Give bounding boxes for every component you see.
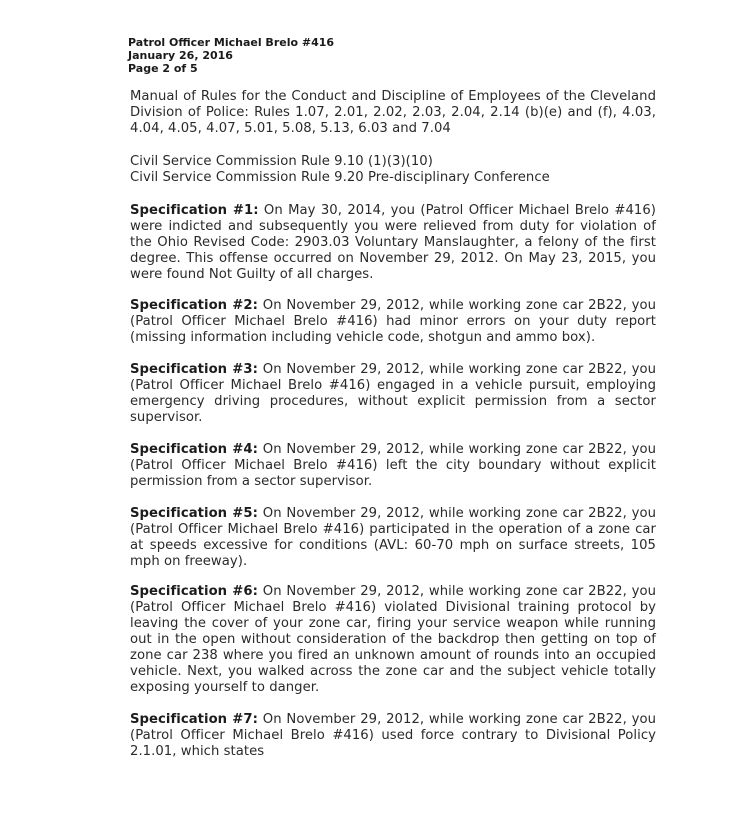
specification-label: Specification #4:: [130, 442, 258, 457]
specification-7: [130, 712, 656, 760]
specification-5: [130, 506, 656, 570]
specification-4: [130, 442, 656, 490]
specification-label: Specification #6:: [130, 584, 258, 599]
civil-service-rule-9-10: Civil Service Commission Rule 9.10 (1)(3)(10): [130, 154, 433, 169]
specification-2: [130, 298, 656, 346]
civil-service-rules: [130, 154, 656, 186]
specification-3: [130, 362, 656, 426]
rules-manual-paragraph: Manual of Rules for the Conduct and Discipline of Employees of the Cleveland Division of Police: Rules 1.07, 2.01, 2.02, 2.03, 2.04, 2.14 (b)(e) and (f), 4.03, 4.04, 4.05, 4.07, 5.01, 5.08, 5.13, 6.03 and 7.04: [130, 89, 656, 136]
specification-text: On November 29, 2012, while working zone car 2B22, you (Patrol Officer Michael Brelo #416) had minor errors on your duty report (missing information including vehicle code, shotgun and ammo box).: [130, 298, 656, 345]
specification-label: Specification #3:: [130, 362, 258, 377]
specification-text: On November 29, 2012, while working zone car 2B22, you (Patrol Officer Michael Brelo #416) engaged in a vehicle pursuit, employing emergency driving procedures, without explicit permission from a sector supervisor.: [130, 362, 656, 425]
specification-text: On May 30, 2014, you (Patrol Officer Michael Brelo #416) were indicted and subsequently you were relieved from duty for violation of the Ohio Revised Code: 2903.03 Voluntary Manslaughter, a felony of the first degree. This offense occurred on November 29, 2012. On May 23, 2015, you were found Not Guilty of all charges.: [130, 203, 657, 282]
specification-label: Specification #7:: [130, 712, 258, 727]
specification-text: On November 29, 2012, while working zone car 2B22, you (Patrol Officer Michael Brelo #416) violated Divisional training protocol by leaving the cover of your zone car, firing your service weapon while running out in the open without consideration of the backdrop then getting on top of zone car 238 where you fired an unknown amount of rounds into an occupied vehicle. Next, you walked across the zone car and the subject vehicle totally exposing yourself to danger.: [130, 584, 656, 695]
specification-text: On November 29, 2012, while working zone car 2B22, you (Patrol Officer Michael Brelo #416) left the city boundary without explicit permission from a sector supervisor.: [130, 442, 656, 489]
civil-service-rule-9-20: Civil Service Commission Rule 9.20 Pre-disciplinary Conference: [130, 170, 550, 185]
document-header: [128, 36, 334, 75]
specification-label: Specification #2:: [130, 298, 258, 313]
header-officer-name: Patrol Officer Michael Brelo #416: [128, 36, 335, 49]
header-date: January 26, 2016: [128, 49, 233, 62]
header-page-number: Page 2 of 5: [128, 62, 198, 75]
specification-text: On November 29, 2012, while working zone car 2B22, you (Patrol Officer Michael Brelo #416) participated in the operation of a zone car at speeds excessive for conditions (AVL: 60-70 mph on surface streets, 105 mph on freeway).: [130, 506, 656, 569]
specification-label: Specification #5:: [130, 506, 258, 521]
specification-label: Specification #1:: [130, 203, 259, 218]
specification-6: [130, 584, 656, 696]
specification-text: On November 29, 2012, while working zone car 2B22, you (Patrol Officer Michael Brelo #416) used force contrary to Divisional Policy 2.1.01, which states: [130, 712, 656, 759]
specification-1: [130, 203, 656, 283]
